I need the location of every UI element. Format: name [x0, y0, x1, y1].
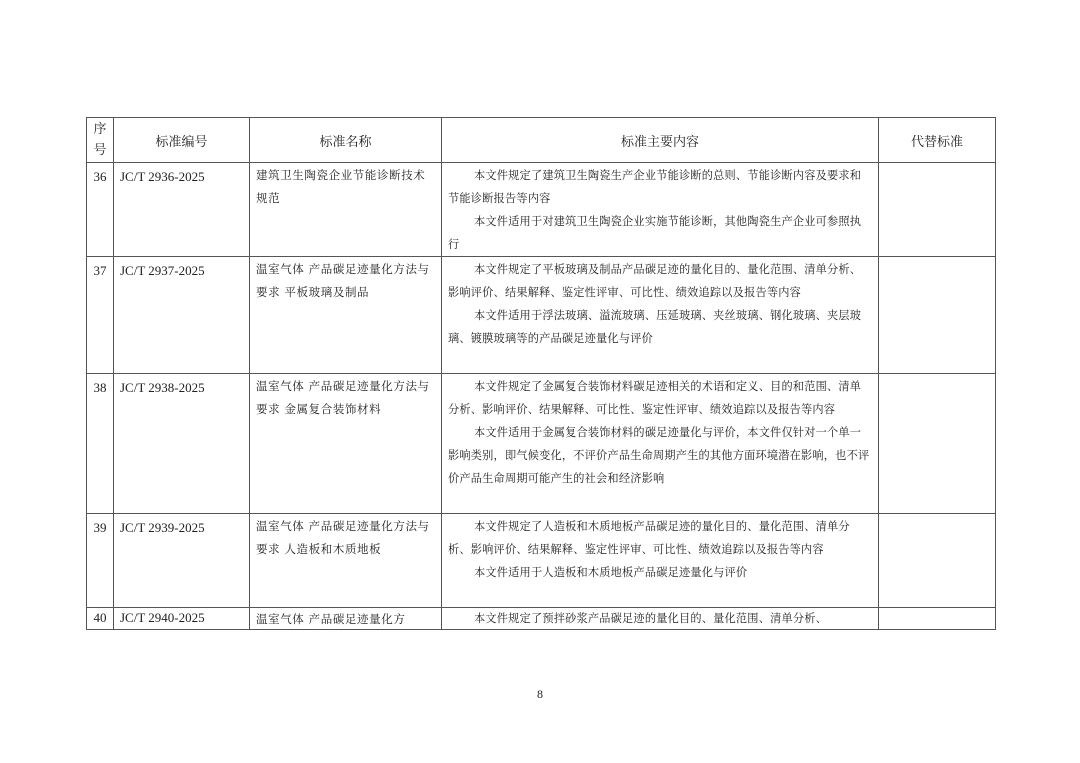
content-paragraph: 本文件规定了人造板和木质地板产品碳足迹的量化目的、量化范围、清单分析、影响评价、结果解释、鉴定性评审、可比性、绩效追踪以及报告等内容: [448, 520, 850, 556]
row-seq: 40: [87, 608, 114, 630]
row-replace: [879, 514, 996, 608]
content-paragraph: 本文件规定了金属复合装饰材料碳足迹相关的术语和定义、目的和范围、清单分析、影响评价、结果解释、可比性、鉴定性评审、绩效追踪以及报告等内容: [448, 380, 862, 416]
row-content: [442, 608, 879, 630]
row-name: 温室气体 产品碳足迹量化方法与要求 平板玻璃及制品: [250, 257, 442, 374]
row-seq: 37: [87, 257, 114, 374]
row-code: JC/T 2939-2025: [114, 514, 250, 608]
row-name: 温室气体 产品碳足迹量化方法与要求 人造板和木质地板: [250, 514, 442, 608]
row-seq: 36: [87, 163, 114, 257]
header-seq-line1: 序: [93, 122, 107, 137]
row-code: JC/T 2936-2025: [114, 163, 250, 257]
row-replace: [879, 608, 996, 630]
table-row: [87, 374, 996, 514]
row-name: 建筑卫生陶瓷企业节能诊断技术规范: [250, 163, 442, 257]
row-name: 温室气体 产品碳足迹量化方法与要求 金属复合装饰材料: [250, 374, 442, 514]
header-name: 标准名称: [250, 118, 442, 163]
page-number: 8: [537, 687, 543, 701]
row-name: 温室气体 产品碳足迹量化方: [250, 608, 442, 630]
standards-table: [86, 117, 996, 630]
table-row: [87, 257, 996, 374]
header-content: 标准主要内容: [442, 118, 879, 163]
table-row: [87, 163, 996, 257]
row-replace: [879, 163, 996, 257]
row-replace: [879, 257, 996, 374]
header-code: 标准编号: [114, 118, 250, 163]
content-paragraph: 本文件规定了预拌砂浆产品碳足迹的量化目的、量化范围、清单分析、: [474, 612, 828, 625]
content-paragraph: 本文件规定了建筑卫生陶瓷生产企业节能诊断的总则、节能诊断内容及要求和节能诊断报告等内容: [448, 169, 862, 205]
content-paragraph: 本文件适用于金属复合装饰材料的碳足迹量化与评价，本文件仅针对一个单一影响类别，即气候变化，不评价产品生命周期产生的其他方面环境潜在影响，也不评价产品生命周期可能产生的社会和经济影响: [448, 426, 870, 485]
row-code: JC/T 2938-2025: [114, 374, 250, 514]
table-row: [87, 514, 996, 608]
row-content: [442, 514, 879, 608]
row-content: [442, 163, 879, 257]
header-replace: 代替标准: [879, 118, 996, 163]
row-content: [442, 257, 879, 374]
header-seq: [87, 118, 114, 163]
content-paragraph: 本文件适用于人造板和木质地板产品碳足迹量化与评价: [474, 566, 748, 579]
header-seq-line2: 号: [93, 143, 107, 158]
content-paragraph: 本文件适用于浮法玻璃、溢流玻璃、压延玻璃、夹丝玻璃、钢化玻璃、夹层玻璃、镀膜玻璃等的产品碳足迹量化与评价: [448, 309, 862, 345]
table-row: [87, 608, 996, 630]
content-paragraph: 本文件适用于对建筑卫生陶瓷企业实施节能诊断，其他陶瓷生产企业可参照执行: [448, 215, 862, 251]
row-code: JC/T 2937-2025: [114, 257, 250, 374]
row-replace: [879, 374, 996, 514]
row-seq: 38: [87, 374, 114, 514]
table-header-row: [87, 118, 996, 163]
row-code: JC/T 2940-2025: [114, 608, 250, 630]
content-paragraph: 本文件规定了平板玻璃及制品产品碳足迹的量化目的、量化范围、清单分析、影响评价、结果解释、鉴定性评审、可比性、绩效追踪以及报告等内容: [448, 263, 862, 299]
row-content: [442, 374, 879, 514]
row-seq: 39: [87, 514, 114, 608]
